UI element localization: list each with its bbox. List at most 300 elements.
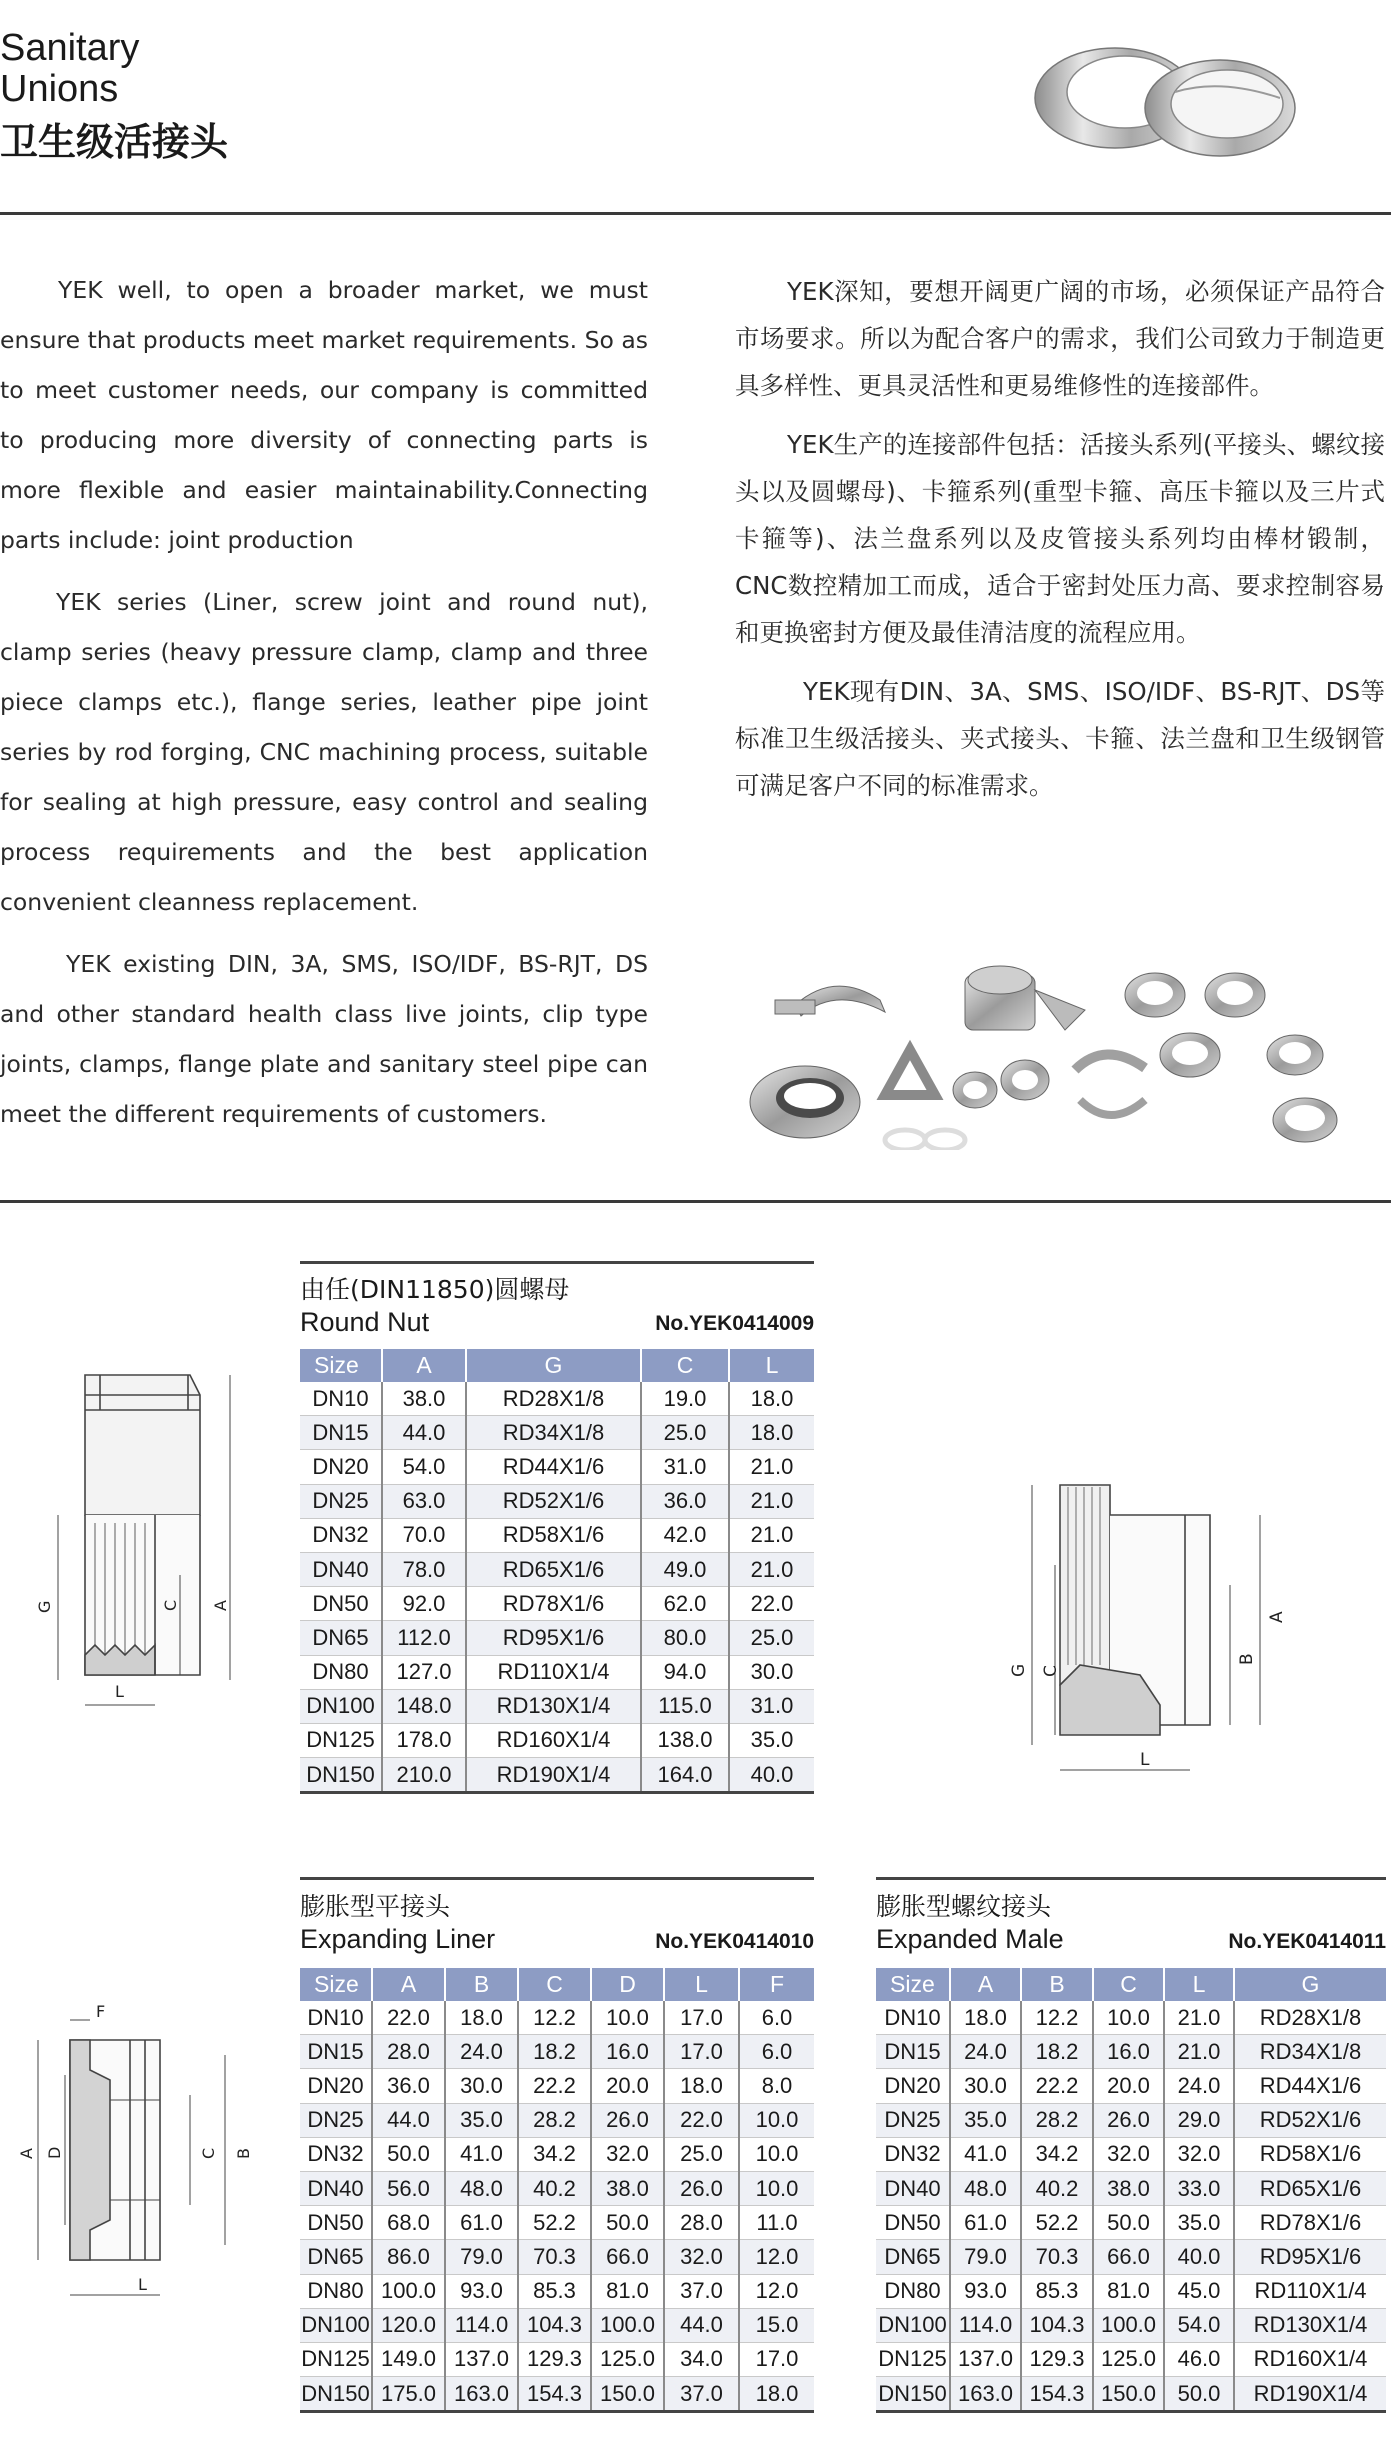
table-cell: 41.0 [950,2137,1021,2171]
table-row [876,2137,1386,2171]
products-collage-photo [735,950,1385,1150]
table-cell: 40.2 [1021,2171,1093,2205]
table-cell: 22.0 [372,2001,445,2035]
intro-en-paragraph: YEK series (Liner, screw joint and round nut), clamp series (heavy pressure clamp, clamp and three piece clamps etc.), flange series, leather pipe joint series by rod forging, CNC machining process, suitable for sealing at high pressure, easy control and sealing process requirements and the best application convenient cleanness replacement. [0,588,648,916]
table-cell: 15.0 [739,2308,814,2342]
column-header: Size [300,1349,382,1382]
table-row [300,2171,814,2205]
table-cell: 32.0 [664,2240,739,2274]
table-cell: 100.0 [591,2308,664,2342]
table-cell: 92.0 [382,1587,466,1621]
table-cell: 94.0 [641,1655,729,1689]
table-cell: 32.0 [591,2137,664,2171]
table-cell: RD34X1/8 [466,1416,641,1450]
table-cell: 30.0 [445,2069,518,2103]
table-header-row [876,1968,1386,2001]
table-cell: 154.3 [518,2377,591,2412]
table-cell: RD78X1/6 [1234,2206,1386,2240]
table-cell: DN25 [300,2103,372,2137]
table-cell: RD160X1/4 [1234,2342,1386,2376]
table-cell: DN32 [876,2137,950,2171]
table-cell: 112.0 [382,1621,466,1655]
column-header: L [729,1349,814,1382]
table-cell: 18.0 [739,2377,814,2412]
table-cell: RD95X1/6 [1234,2240,1386,2274]
table-cell: 22.0 [729,1587,814,1621]
table-header-row [300,1349,814,1382]
table-cell: 50.0 [1164,2377,1234,2412]
table-cell: DN40 [876,2171,950,2205]
table-cell: 36.0 [641,1484,729,1518]
table-row [876,2035,1386,2069]
table-cell: 78.0 [382,1552,466,1586]
table-row [300,2274,814,2308]
dim-label-c: C [1041,1665,1061,1677]
table-cell: DN15 [300,1416,382,1450]
table-row [300,2308,814,2342]
table-cell: 17.0 [664,2035,739,2069]
table-cell: 38.0 [591,2171,664,2205]
table-cell: DN125 [300,2342,372,2376]
table-cell: 137.0 [445,2342,518,2376]
table-row [300,1689,814,1723]
table-cell: 11.0 [739,2206,814,2240]
table-cell: 62.0 [641,1587,729,1621]
table-cell: DN40 [300,1552,382,1586]
table-cell: 20.0 [591,2069,664,2103]
table-cell: 61.0 [445,2206,518,2240]
table-cell: 125.0 [1093,2342,1164,2376]
table-cell: RD130X1/4 [1234,2308,1386,2342]
column-header: A [372,1968,445,2001]
table-cell: DN25 [876,2103,950,2137]
table-cell: RD110X1/4 [466,1655,641,1689]
table-cell: 104.3 [1021,2308,1093,2342]
table-cell: DN32 [300,1518,382,1552]
table-cell: 26.0 [664,2171,739,2205]
table-cell: 46.0 [1164,2342,1234,2376]
table-row [300,2035,814,2069]
dim-label-l: L [138,2275,147,2294]
expanding-liner-title-en: Expanding Liner [300,1924,496,1954]
table-cell: 36.0 [372,2069,445,2103]
table-cell: 56.0 [372,2171,445,2205]
table-cell: DN100 [300,1689,382,1723]
table-cell: DN32 [300,2137,372,2171]
table-cell: 114.0 [950,2308,1021,2342]
table-cell: 21.0 [1164,2035,1234,2069]
table-cell: DN150 [300,2377,372,2412]
page-title-en [0,28,139,110]
table-cell: RD110X1/4 [1234,2274,1386,2308]
dim-label-c: C [199,2147,218,2159]
table-row [300,1552,814,1586]
table-cell: 66.0 [591,2240,664,2274]
table-cell: DN40 [300,2171,372,2205]
column-header: C [518,1968,591,2001]
table-cell: 32.0 [1164,2137,1234,2171]
table-cell: 29.0 [1164,2103,1234,2137]
table-cell: DN65 [300,1621,382,1655]
table-cell: 6.0 [739,2035,814,2069]
table-cell: 93.0 [950,2274,1021,2308]
table-cell: RD130X1/4 [466,1689,641,1723]
table-row [876,2103,1386,2137]
table-cell: 30.0 [729,1655,814,1689]
table-cell: 150.0 [591,2377,664,2412]
table-cell: 10.0 [739,2103,814,2137]
table-row [876,2206,1386,2240]
table-cell: DN150 [300,1758,382,1793]
table-cell: 178.0 [382,1723,466,1757]
table-row [300,1655,814,1689]
intro-en-paragraph: YEK well, to open a broader market, we must ensure that products meet market requirements. So as to meet customer needs, our company is committed to producing more diversity of connecting parts is more flexible and easier maintainability.Connecting parts include: joint production [0,276,648,554]
table-cell: RD28X1/8 [466,1382,641,1416]
round-nut-top-rule [300,1261,814,1264]
table-cell: RD52X1/6 [1234,2103,1386,2137]
table-cell: 80.0 [641,1621,729,1655]
table-cell: 31.0 [729,1689,814,1723]
table-cell: 37.0 [664,2274,739,2308]
table-cell: 18.0 [729,1382,814,1416]
column-header: L [664,1968,739,2001]
table-cell: 22.2 [518,2069,591,2103]
table-cell: RD190X1/4 [1234,2377,1386,2412]
table-cell: 40.2 [518,2171,591,2205]
table-cell: 34.0 [664,2342,739,2376]
table-cell: 16.0 [591,2035,664,2069]
column-header: D [591,1968,664,2001]
table-row [300,2240,814,2274]
table-cell: 38.0 [382,1382,466,1416]
table-cell: DN150 [876,2377,950,2412]
table-cell: 24.0 [1164,2069,1234,2103]
column-header: B [445,1968,518,2001]
table-cell: 18.0 [950,2001,1021,2035]
table-cell: 52.2 [1021,2206,1093,2240]
table-cell: DN25 [300,1484,382,1518]
table-cell: 40.0 [729,1758,814,1793]
table-cell: 148.0 [382,1689,466,1723]
column-header: Size [300,1968,372,2001]
table-cell: 150.0 [1093,2377,1164,2412]
table-cell: DN15 [300,2035,372,2069]
table-cell: 164.0 [641,1758,729,1793]
table-cell: 48.0 [445,2171,518,2205]
expanded-male-top-rule [876,1877,1386,1880]
table-row [300,1587,814,1621]
table-cell: 21.0 [729,1484,814,1518]
table-cell: DN20 [300,1450,382,1484]
table-cell: RD34X1/8 [1234,2035,1386,2069]
table-cell: 37.0 [664,2377,739,2412]
table-cell: 35.0 [950,2103,1021,2137]
table-cell: 86.0 [372,2240,445,2274]
table-cell: 175.0 [372,2377,445,2412]
table-cell: 137.0 [950,2342,1021,2376]
table-cell: DN15 [876,2035,950,2069]
intro-en-paragraph: YEK existing DIN, 3A, SMS, ISO/IDF, BS-RJT, DS and other standard health class live joints, clip type joints, clamps, flange plate and sanitary steel pipe can meet the different requirements of customers. [0,950,648,1128]
table-cell: DN65 [876,2240,950,2274]
table-row [300,1621,814,1655]
table-row [300,2206,814,2240]
dim-label-l: L [115,1682,124,1701]
table-cell: RD58X1/6 [1234,2137,1386,2171]
table-cell: 34.2 [518,2137,591,2171]
dim-label-a: A [211,1600,230,1611]
table-cell: DN10 [876,2001,950,2035]
dim-label-a: A [1267,1611,1287,1623]
table-cell: RD160X1/4 [466,1723,641,1757]
table-cell: RD52X1/6 [466,1484,641,1518]
table-cell: RD44X1/6 [466,1450,641,1484]
expanded-male-table [876,1968,1386,2413]
table-cell: 10.0 [739,2137,814,2171]
table-cell: 18.2 [518,2035,591,2069]
table-cell: 100.0 [372,2274,445,2308]
table-cell: 45.0 [1164,2274,1234,2308]
title-line-1: Sanitary [0,27,140,69]
dim-label-g: G [35,1600,54,1613]
expanding-liner-drawing [10,1995,280,2325]
table-row [300,1758,814,1793]
table-cell: 40.0 [1164,2240,1234,2274]
table-cell: DN50 [300,2206,372,2240]
table-cell: 12.2 [1021,2001,1093,2035]
table-row [300,1382,814,1416]
column-header: A [950,1968,1021,2001]
table-cell: 26.0 [1093,2103,1164,2137]
column-header: L [1164,1968,1234,2001]
table-cell: 16.0 [1093,2035,1164,2069]
table-cell: 66.0 [1093,2240,1164,2274]
column-header: B [1021,1968,1093,2001]
table-cell: 163.0 [950,2377,1021,2412]
table-cell: 10.0 [591,2001,664,2035]
table-cell: 93.0 [445,2274,518,2308]
table-cell: 25.0 [729,1621,814,1655]
table-cell: 79.0 [950,2240,1021,2274]
round-nut-number: No.YEK0414009 [655,1312,814,1335]
table-cell: 19.0 [641,1382,729,1416]
column-header: Size [876,1968,950,2001]
table-header-row [300,1968,814,2001]
table-cell: 50.0 [591,2206,664,2240]
table-cell: 30.0 [950,2069,1021,2103]
table-row [300,1484,814,1518]
dim-label-c: C [161,1599,180,1611]
table-row [300,1416,814,1450]
table-cell: 20.0 [1093,2069,1164,2103]
table-cell: 21.0 [1164,2001,1234,2035]
table-cell: 22.2 [1021,2069,1093,2103]
table-cell: 85.3 [1021,2274,1093,2308]
table-cell: 49.0 [641,1552,729,1586]
table-cell: 24.0 [950,2035,1021,2069]
table-row [300,1518,814,1552]
table-cell: 18.0 [729,1416,814,1450]
table-cell: 70.3 [1021,2240,1093,2274]
table-cell: 38.0 [1093,2171,1164,2205]
table-cell: 127.0 [382,1655,466,1689]
table-row [876,2069,1386,2103]
table-row [876,2240,1386,2274]
dim-label-a: A [17,2148,36,2159]
table-cell: 104.3 [518,2308,591,2342]
table-row [300,2001,814,2035]
dim-label-b: B [1237,1653,1257,1665]
table-cell: 28.0 [372,2035,445,2069]
table-cell: 42.0 [641,1518,729,1552]
table-row [300,1723,814,1757]
table-cell: 149.0 [372,2342,445,2376]
table-cell: 81.0 [1093,2274,1164,2308]
table-cell: 12.2 [518,2001,591,2035]
table-cell: 18.2 [1021,2035,1093,2069]
table-cell: DN65 [300,2240,372,2274]
table-cell: 79.0 [445,2240,518,2274]
intro-cn-paragraph: YEK生产的连接部件包括：活接头系列(平接头、螺纹接头以及圆螺母)、卡箍系列(重型卡箍、高压卡箍以及三片式卡箍等)、法兰盘系列以及皮管接头系列均由棒材锻制，CNC数控精加工而成，适合于密封处压力高、要求控制容易和更换密封方便及最佳清洁度的流程应用。 [735,430,1385,647]
table-cell: 21.0 [729,1450,814,1484]
dim-label-g: G [1009,1663,1029,1677]
expanding-liner-title-cn: 膨胀型平接头 [300,1892,451,1921]
table-cell: 115.0 [641,1689,729,1723]
header-product-photo [1015,20,1315,170]
table-cell: DN10 [300,1382,382,1416]
table-cell: DN20 [876,2069,950,2103]
round-nut-title-en: Round Nut [300,1307,430,1337]
table-cell: 12.0 [739,2240,814,2274]
table-cell: 25.0 [641,1416,729,1450]
table-cell: 125.0 [591,2342,664,2376]
table-cell: RD78X1/6 [466,1587,641,1621]
intro-en [0,265,648,1139]
table-cell: 12.0 [739,2274,814,2308]
table-cell: 129.3 [1021,2342,1093,2376]
table-cell: RD190X1/4 [466,1758,641,1793]
table-row [300,2069,814,2103]
table-cell: DN125 [876,2342,950,2376]
table-cell: 120.0 [372,2308,445,2342]
column-header: C [1093,1968,1164,2001]
table-cell: RD58X1/6 [466,1518,641,1552]
table-cell: 100.0 [1093,2308,1164,2342]
table-cell: 63.0 [382,1484,466,1518]
table-cell: 28.0 [664,2206,739,2240]
table-cell: 34.2 [1021,2137,1093,2171]
expanded-male-title-cn: 膨胀型螺纹接头 [876,1892,1052,1921]
table-cell: DN10 [300,2001,372,2035]
table-cell: 85.3 [518,2274,591,2308]
table-cell: RD44X1/6 [1234,2069,1386,2103]
dim-label-d: D [45,2146,64,2159]
table-row [876,2171,1386,2205]
table-cell: 44.0 [382,1416,466,1450]
table-cell: 8.0 [739,2069,814,2103]
table-row [876,2342,1386,2376]
table-cell: 61.0 [950,2206,1021,2240]
intro-divider [0,1200,1391,1203]
intro-cn-paragraph: YEK现有DIN、3A、SMS、ISO/IDF、BS-RJT、DS等标准卫生级活接头、夹式接头、卡箍、法兰盘和卫生级钢管可满足客户不同的标准需求。 [735,677,1385,800]
table-row [876,2308,1386,2342]
column-header: F [739,1968,814,2001]
table-cell: 35.0 [729,1723,814,1757]
table-cell: 10.0 [1093,2001,1164,2035]
table-row [300,2137,814,2171]
table-cell: 54.0 [382,1450,466,1484]
page-title-cn: 卫生级活接头 [0,120,229,164]
intro-cn-paragraph: YEK深知，要想开阔更广阔的市场，必须保证产品符合市场要求。所以为配合客户的需求，我们公司致力于制造更具多样性、更具灵活性和更易维修性的连接部件。 [735,277,1385,400]
table-cell: 28.2 [1021,2103,1093,2137]
intro-cn [735,268,1385,809]
table-cell: 24.0 [445,2035,518,2069]
table-cell: RD95X1/6 [466,1621,641,1655]
table-cell: 54.0 [1164,2308,1234,2342]
table-cell: 31.0 [641,1450,729,1484]
table-cell: 114.0 [445,2308,518,2342]
table-cell: DN125 [300,1723,382,1757]
table-cell: 52.2 [518,2206,591,2240]
table-cell: DN50 [876,2206,950,2240]
table-cell: 44.0 [372,2103,445,2137]
table-cell: 81.0 [591,2274,664,2308]
table-cell: 35.0 [1164,2206,1234,2240]
table-cell: 70.3 [518,2240,591,2274]
table-row [876,2001,1386,2035]
column-header: A [382,1349,466,1382]
table-cell: DN100 [876,2308,950,2342]
table-cell: DN100 [300,2308,372,2342]
table-cell: 210.0 [382,1758,466,1793]
table-cell: DN20 [300,2069,372,2103]
expanded-male-number: No.YEK0414011 [1228,1930,1386,1953]
table-cell: RD65X1/6 [1234,2171,1386,2205]
expanding-liner-number: No.YEK0414010 [655,1930,814,1953]
table-row [876,2274,1386,2308]
dim-label-b: B [234,2148,253,2159]
table-cell: 26.0 [591,2103,664,2137]
table-row [300,2377,814,2412]
column-header: C [641,1349,729,1382]
table-cell: 68.0 [372,2206,445,2240]
table-cell: 6.0 [739,2001,814,2035]
table-cell: RD65X1/6 [466,1552,641,1586]
table-cell: 35.0 [445,2103,518,2137]
table-cell: 25.0 [664,2137,739,2171]
table-cell: 50.0 [372,2137,445,2171]
table-cell: 163.0 [445,2377,518,2412]
table-cell: 18.0 [445,2001,518,2035]
table-cell: 33.0 [1164,2171,1234,2205]
table-cell: 44.0 [664,2308,739,2342]
table-cell: 17.0 [664,2001,739,2035]
table-row [300,2103,814,2137]
table-cell: 48.0 [950,2171,1021,2205]
expanded-male-title-en: Expanded Male [876,1924,1064,1954]
table-cell: 18.0 [664,2069,739,2103]
table-row [300,1450,814,1484]
table-cell: 70.0 [382,1518,466,1552]
header-divider [0,212,1391,215]
expanding-liner-table [300,1968,814,2413]
table-cell: 21.0 [729,1552,814,1586]
table-cell: 129.3 [518,2342,591,2376]
dim-label-l: L [1140,1750,1150,1770]
table-cell: 21.0 [729,1518,814,1552]
column-header: G [466,1349,641,1382]
round-nut-drawing [30,1355,260,1725]
table-cell: 22.0 [664,2103,739,2137]
